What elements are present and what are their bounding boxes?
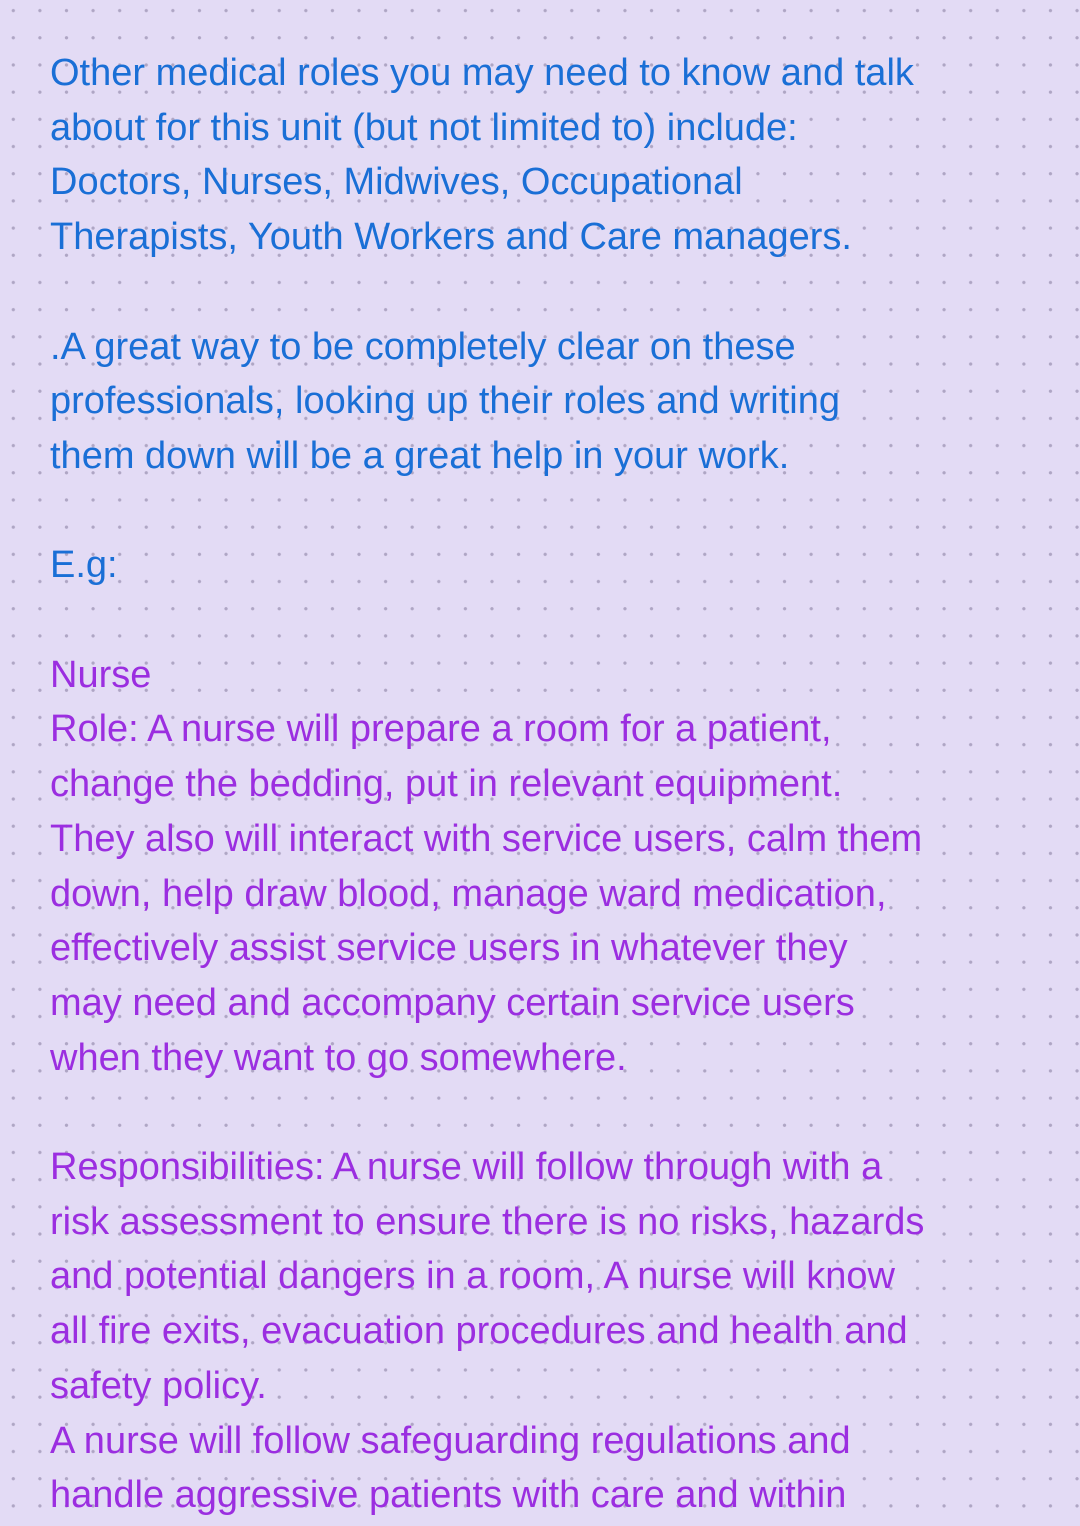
paragraph-spacer	[50, 1085, 1050, 1140]
paragraph-spacer	[50, 265, 1050, 320]
text-line: Role: A nurse will prepare a room for a patient,	[50, 708, 832, 751]
example-label-paragraph	[50, 538, 1050, 593]
text-line: Therapists, Youth Workers and Care managers.	[50, 216, 852, 259]
nurse-role-paragraph	[50, 648, 1050, 1086]
text-line: Responsibilities: A nurse will follow through with a	[50, 1146, 883, 1188]
paragraph-spacer	[50, 593, 1050, 648]
paragraph-spacer	[50, 484, 1050, 539]
text-line: A nurse will follow safeguarding regulations and	[50, 1419, 851, 1462]
text-line: effectively assist service users in whatever they	[50, 927, 848, 970]
nurse-responsibilities-paragraph	[50, 1140, 1050, 1523]
text-line: about for this unit (but not limited to) include:	[50, 106, 798, 149]
text-line: down, help draw blood, manage ward medication,	[50, 872, 887, 915]
text-line: change the bedding, put in relevant equipment.	[50, 763, 843, 806]
text-line: and potential dangers in a room, A nurse will know	[50, 1255, 895, 1298]
tip-paragraph	[50, 320, 1050, 484]
text-line: professionals, looking up their roles and writing	[50, 380, 840, 423]
text-line: them down will be a great help in your work.	[50, 434, 790, 477]
text-line: They also will interact with service users, calm them	[50, 817, 923, 860]
text-line: risk assessment to ensure there is no risks, hazards	[50, 1200, 925, 1243]
intro-paragraph	[50, 46, 1050, 265]
text-line: when they want to go somewhere.	[50, 1036, 627, 1079]
example-label: E.g:	[50, 544, 118, 587]
text-line: Other medical roles you may need to know and talk	[50, 52, 914, 94]
notes-page	[50, 46, 1050, 1523]
text-line: handle aggressive patients with care and within	[50, 1474, 847, 1517]
text-line: all fire exits, evacuation procedures and health and	[50, 1310, 908, 1353]
nurse-heading: Nurse	[50, 653, 152, 696]
text-line: .A great way to be completely clear on these	[50, 325, 796, 368]
text-line: safety policy.	[50, 1364, 267, 1407]
text-line: Doctors, Nurses, Midwives, Occupational	[50, 161, 743, 204]
text-line: may need and accompany certain service users	[50, 981, 855, 1024]
